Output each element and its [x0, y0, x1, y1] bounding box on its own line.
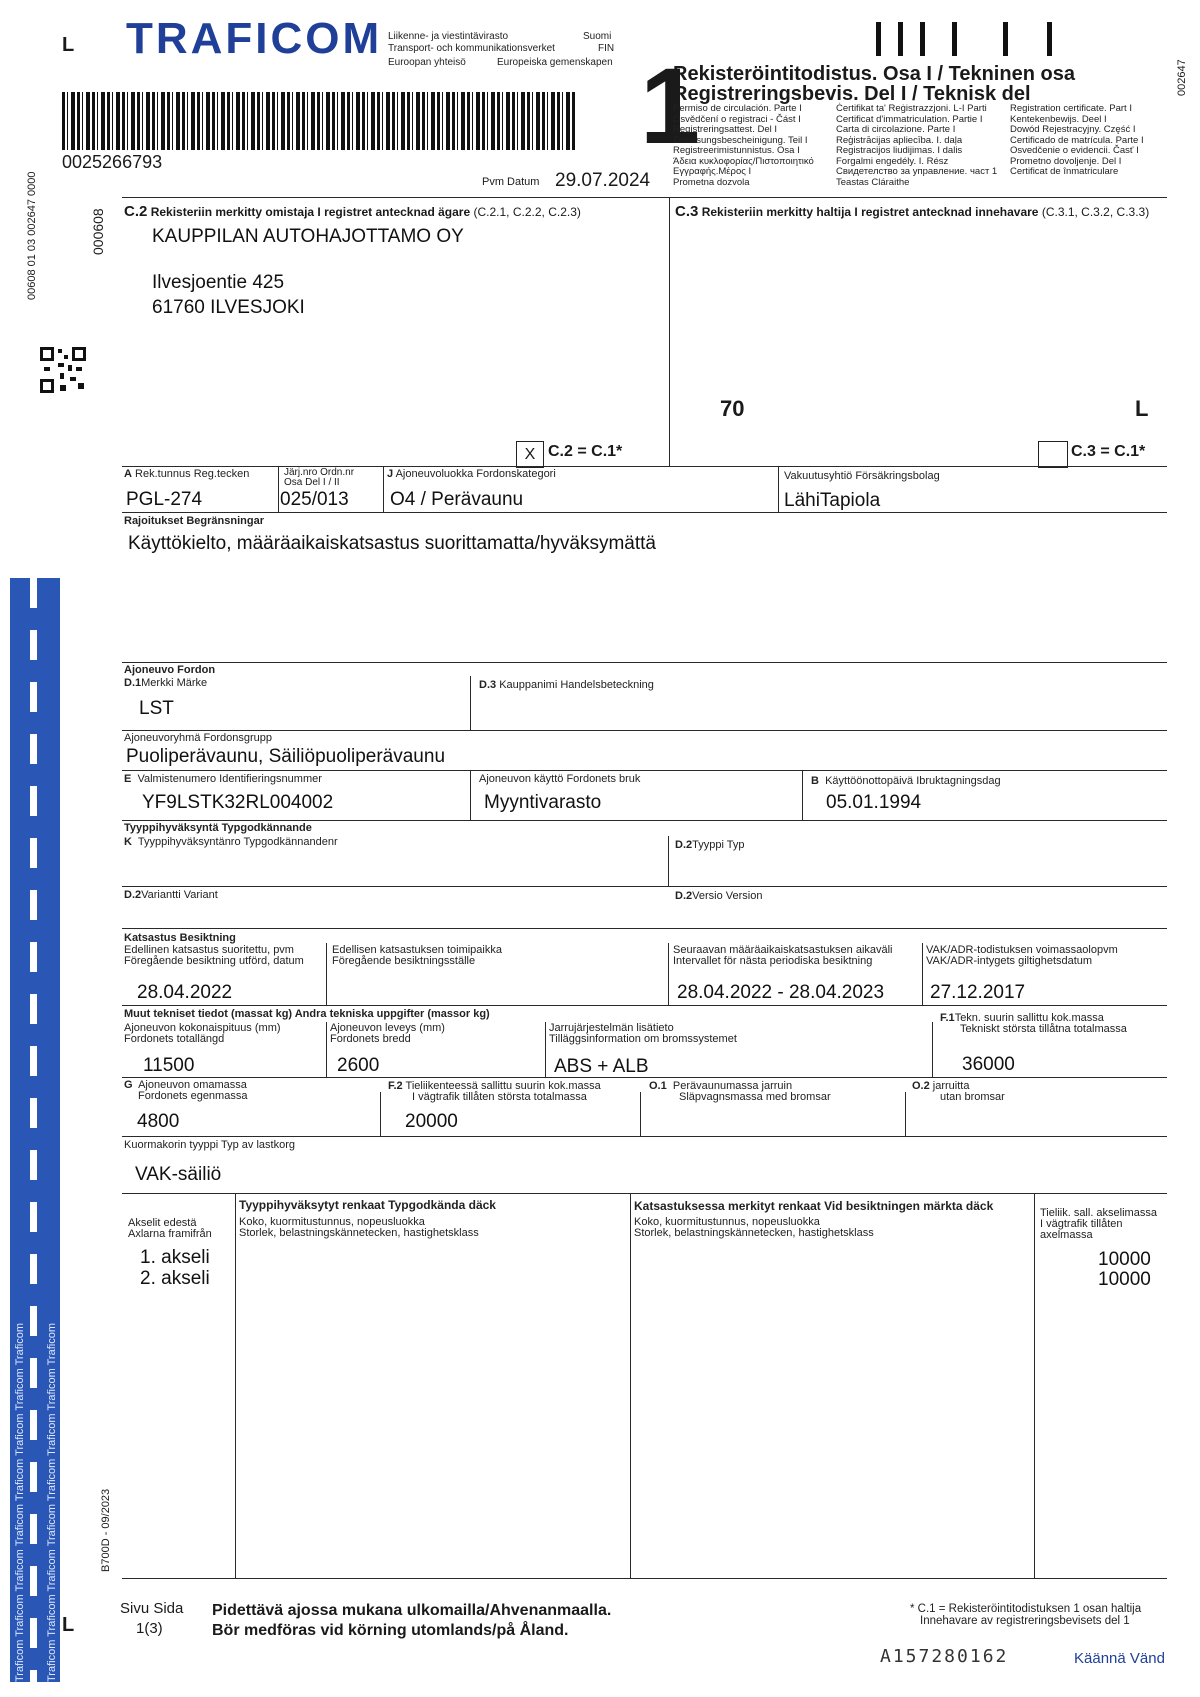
divider: [922, 943, 923, 1005]
tick-mark: [920, 22, 925, 56]
divider: [668, 943, 669, 1005]
left-vertical-code-2: 000608: [90, 208, 106, 255]
divider: [778, 466, 779, 512]
strip-text-1: Traficom Traficom Traficom Traficom Traficom Traficom Traficom Traficom: [14, 1323, 26, 1682]
translation: Osvedčenie o evidencii. Časť I: [1010, 145, 1139, 156]
turn-page-label: Käännä Vänd: [1074, 1650, 1165, 1667]
agency-country2: FIN: [598, 43, 615, 54]
strip-marks: [30, 578, 37, 1682]
d3-label: Kauppanimi Handelsbeteckning: [499, 679, 654, 691]
f1-label-1: Tekn. suurin sallittu kok.massa: [954, 1012, 1104, 1024]
agency-line3-left: Euroopan yhteisö: [388, 57, 466, 68]
divider: [668, 836, 669, 886]
c2-equals-c1-checkbox[interactable]: X: [516, 441, 544, 468]
owner-name: KAUPPILAN AUTOHAJOTTAMO OY: [152, 226, 464, 247]
vehicle-use-label: Ajoneuvon käyttö Fordonets bruk: [479, 773, 641, 785]
restrictions-value: Käyttökielto, määräaikaiskatsastus suorittamatta/hyväksymättä: [128, 533, 657, 554]
make-label: [124, 678, 207, 689]
divider: [122, 1077, 1167, 1078]
title-line2: Registreringsbevis. Del I / Teknisk del: [673, 83, 1031, 105]
tick-mark: [1003, 22, 1008, 56]
divider: [122, 820, 1167, 821]
divider: [326, 943, 327, 1005]
inspected-tyres-label-1: Koko, kuormitustunnus, nopeusluokka: [634, 1216, 820, 1228]
restrictions-label: Rajoitukset Begränsningar: [124, 515, 264, 527]
barcode: [62, 92, 577, 150]
unbraked-trailer-mass-label: [912, 1081, 1005, 1103]
category-label: [387, 469, 556, 480]
translation: Registreerimistunnistus. Osa I: [673, 145, 800, 156]
divider: [802, 770, 803, 820]
approved-tyres-label-2: Storlek, belastningskännetecken, hastighetsklass: [239, 1227, 479, 1239]
c3-code: C.3: [675, 203, 699, 220]
axle-mass-label-1: Tieliik. sall. akselimassa: [1040, 1207, 1157, 1219]
g-label-1: Ajoneuvon omamassa: [138, 1079, 247, 1091]
divider: [122, 1005, 1167, 1006]
braked-trailer-mass-label: [649, 1081, 831, 1103]
c2-label: Rekisteriin merkitty omistaja I registret antecknad ägare: [150, 205, 471, 219]
f1-code: F.1: [940, 1012, 955, 1024]
b-code: B: [811, 775, 819, 787]
vehicle-group-label: Ajoneuvoryhmä Fordonsgrupp: [124, 732, 272, 744]
registration-number: PGL-274: [126, 489, 203, 510]
owner-postal: 61760 ILVESJOKI: [152, 297, 305, 318]
inspection-place-label: [332, 945, 502, 967]
divider: [669, 197, 670, 451]
length-label-2: Fordonets totallängd: [124, 1033, 225, 1045]
c2-code: C.2: [124, 203, 148, 220]
d2-code: D.2: [675, 890, 693, 902]
serial-label-line2: Osa Del I / II: [284, 477, 340, 488]
divider: [122, 886, 1167, 887]
d2-code: D.2: [124, 889, 142, 901]
axle-mass-label-2: I vägtrafik tillåten: [1040, 1218, 1123, 1230]
brake-info-label-2: Tilläggsinformation om bromssystemet: [549, 1033, 737, 1045]
divider: [122, 770, 1167, 771]
g-code: G: [124, 1079, 133, 1091]
width-label: [330, 1023, 445, 1045]
translation: Forgalmi engedély. I. Rész: [836, 155, 949, 167]
vin-value: YF9LSTK32RL004002: [142, 792, 334, 813]
divider: [383, 466, 384, 512]
brake-info-value: ABS + ALB: [554, 1056, 649, 1077]
translation: Prometno dovoljenje. Del I: [1010, 155, 1122, 167]
body-type-label: Kuormakorin tyyppi Typ av lastkorg: [124, 1139, 295, 1151]
j-code: J: [387, 468, 394, 480]
divider: [905, 1092, 906, 1136]
divider: [630, 1193, 631, 1578]
first-use-value: 05.01.1994: [826, 792, 922, 813]
vehicle-category: O4 / Perävaunu: [390, 489, 524, 510]
o2-code: O.2: [912, 1080, 930, 1092]
divider: [122, 1193, 1167, 1194]
prev-inspection-label-2: Föregående besiktning utförd, datum: [124, 955, 304, 967]
qr-code-icon: [40, 347, 86, 393]
c3-equals-c1-checkbox[interactable]: [1038, 441, 1068, 468]
axle-mass-label: [1040, 1208, 1157, 1241]
axle-mass-label-3: axelmassa: [1040, 1229, 1093, 1241]
agency-country1: Suomi: [583, 31, 612, 42]
vak-label-1: VAK/ADR-todistuksen voimassaolopvm: [926, 944, 1118, 956]
vak-date: 27.12.2017: [930, 982, 1026, 1003]
next-inspection-interval: 28.04.2022 - 28.04.2023: [677, 982, 885, 1003]
k-code: K: [124, 836, 132, 848]
strip-text-2: Traficom Traficom Traficom Traficom Traficom Traficom Traficom Traficom: [46, 1323, 58, 1682]
translation: Registration certificate. Part I: [1010, 103, 1132, 114]
own-mass-label: [124, 1080, 247, 1102]
brake-info-label: [549, 1023, 737, 1045]
axles-label: [128, 1218, 212, 1240]
axles-label-2: Axlarna framifrån: [128, 1228, 212, 1240]
c3-header: [675, 203, 1149, 220]
serial-number: A157280162: [880, 1646, 1009, 1667]
trade-name-label: [479, 680, 654, 691]
j-label: Ajoneuvoluokka Fordonskategori: [395, 468, 556, 480]
document-part-number: 1: [640, 45, 701, 166]
translation: Zulassungsbescheinigung. Teil I: [673, 134, 808, 146]
inspection-place-label-1: Edellisen katsastuksen toimipaikka: [332, 944, 502, 956]
translation: Certificat de înmatriculare: [1010, 166, 1119, 177]
d1-code: D.1: [124, 677, 142, 689]
e-label: Valmistenumero Identifieringsnummer: [137, 773, 322, 785]
inspection-header: Katsastus Besiktning: [124, 932, 236, 944]
d2-type-label: Tyyppi Typ: [692, 839, 745, 851]
left-vertical-code: 00608 01 03 002647 0000: [26, 171, 38, 300]
translation: Certificado de matrícula. Parte I: [1010, 134, 1144, 146]
variant-label: [124, 890, 218, 901]
o2-label-2: utan bromsar: [940, 1091, 1005, 1103]
translation: Osvědčení o registraci - Část I: [673, 113, 801, 125]
body-type-value: VAK-säiliö: [135, 1164, 222, 1185]
translations-col2: [836, 104, 997, 188]
first-use-label: [811, 776, 1001, 787]
own-mass-value: 4800: [137, 1111, 180, 1132]
footnote-2: Innehavare av registreringsbevisets del 1: [920, 1615, 1130, 1627]
inspected-tyres-label-2: Storlek, belastningskännetecken, hastighetsklass: [634, 1227, 874, 1239]
a-code: A: [124, 468, 132, 480]
type-approval-header: Tyyppihyväksyntä Typgodkännande: [124, 822, 312, 834]
insurance-label: Vakuutusyhtiö Försäkringsbolag: [784, 470, 940, 482]
owner-street: Ilvesjoentie 425: [152, 272, 285, 293]
translation: Certificat d'immatriculation. Partie I: [836, 113, 983, 125]
vehicle-use-value: Myyntivarasto: [484, 792, 602, 813]
translation: Свидетелство за управление. част 1: [836, 166, 998, 177]
security-strip: [10, 578, 60, 1682]
approved-tyres-header: Tyyppihyväksytyt renkaat Typgodkända däck: [239, 1198, 496, 1212]
prev-inspection-label-1: Edellinen katsastus suoritettu, pvm: [124, 944, 294, 956]
axle-2: 2. akseli: [140, 1268, 210, 1289]
translation: Άδεια κυκλοφορίας/Πιστοποιητικό: [673, 155, 814, 167]
c3-equals-c1-label: C.3 = C.1*: [1071, 443, 1146, 460]
form-code: B700D - 09/2023: [100, 1488, 112, 1572]
axles-label-1: Akselit edestä: [128, 1217, 197, 1229]
corner-mark-top: L: [62, 34, 75, 56]
translations-col1: [673, 104, 814, 188]
divider: [122, 512, 1167, 513]
divider: [380, 1092, 381, 1136]
serial-value: 025/013: [280, 489, 349, 510]
version-label: [675, 891, 762, 902]
barcode-number: 0025266793: [62, 152, 163, 172]
next-inspection-label-2: Intervallet för nästa periodiska besiktning: [673, 955, 873, 967]
prev-inspection-date: 28.04.2022: [137, 982, 233, 1003]
g-label-2: Fordonets egenmassa: [138, 1090, 248, 1102]
notice-sv: Bör medföras vid körning utomlands/på Åland.: [212, 1622, 569, 1639]
divider: [122, 928, 1167, 929]
right-vertical-code: 002647: [1176, 59, 1188, 96]
date-value: 29.07.2024: [555, 170, 651, 191]
o1-label-1: Perävaunumassa jarruin: [672, 1080, 793, 1092]
width-label-1: Ajoneuvon leveys (mm): [330, 1022, 445, 1034]
a-label: Rek.tunnus Reg.tecken: [135, 468, 250, 480]
make-value: LST: [139, 698, 174, 719]
f2-label-1: Tieliikenteessä sallittu suurin kok.massa: [405, 1080, 601, 1092]
corner-mark-bottom: L: [62, 1614, 75, 1636]
type-approval-number-label: [124, 837, 338, 848]
date-label: Pvm Datum: [482, 176, 540, 188]
divider: [278, 466, 279, 512]
max-mass-label: [940, 1013, 1127, 1035]
vak-label: [926, 945, 1118, 967]
o1-label-2: Släpvagnsmassa med bromsar: [679, 1091, 831, 1103]
vak-label-2: VAK/ADR-intygets giltighetsdatum: [926, 955, 1093, 967]
divider: [1034, 1193, 1035, 1578]
divider: [470, 676, 471, 730]
notice-fi: Pidettävä ajossa mukana ulkomailla/Ahvenanmaalla.: [212, 1602, 612, 1619]
inspected-tyres-label: [634, 1217, 874, 1239]
translation: Dowód Rejestracyjny. Część I: [1010, 124, 1136, 135]
d3-code: D.3: [479, 679, 497, 691]
next-inspection-label: [673, 945, 893, 967]
translations-col3: [1010, 104, 1144, 178]
o1-code: O.1: [649, 1080, 667, 1092]
divider: [122, 1578, 1167, 1579]
divider: [932, 1022, 933, 1077]
insurance-company: LähiTapiola: [784, 490, 881, 511]
divider: [122, 730, 1167, 731]
divider: [122, 662, 1167, 663]
width-label-2: Fordonets bredd: [330, 1033, 411, 1045]
technical-header: Muut tekniset tiedot (massat kg) Andra tekniska uppgifter (massor kg): [124, 1008, 490, 1020]
divider: [235, 1193, 236, 1578]
translation: Registreringsattest. Del I: [673, 124, 778, 135]
d1-label: Merkki Märke: [141, 677, 208, 689]
d2-code: D.2: [675, 839, 693, 851]
tick-mark: [876, 22, 881, 56]
divider: [640, 1092, 641, 1136]
divider: [669, 441, 670, 466]
d2-version-label: Versio Version: [692, 890, 763, 902]
approved-tyres-label-1: Koko, kuormitustunnus, nopeusluokka: [239, 1216, 425, 1228]
divider: [470, 770, 471, 820]
max-mass-value: 36000: [962, 1054, 1015, 1075]
serial-label-line1: Järj.nro Ordn.nr: [284, 467, 355, 478]
f2-code: F.2: [388, 1080, 403, 1092]
page-label: Sivu Sida: [120, 1600, 184, 1617]
translation: Reģistrācijas apliecība. I. daļa: [836, 134, 963, 146]
next-inspection-label-1: Seuraavan määräaikaiskatsastuksen aikaväli: [673, 944, 893, 956]
vin-label: [124, 774, 322, 785]
serial-label: [284, 468, 354, 488]
translation: Prometna dozvola: [673, 176, 750, 188]
divider: [545, 1022, 546, 1077]
road-max-mass-label: [388, 1081, 601, 1103]
footnote-1: * C.1 = Rekisteröintitodistuksen 1 osan haltija: [910, 1603, 1142, 1615]
c2-header: [124, 203, 581, 220]
length-value: 11500: [143, 1055, 195, 1076]
e-code: E: [124, 773, 132, 785]
o2-label-1: jarruitta: [932, 1080, 970, 1092]
tick-mark: [1047, 22, 1052, 56]
vehicle-group-value: Puoliperävaunu, Säiliöpuoliperävaunu: [126, 746, 446, 767]
title-line1: Rekisteröintitodistus. Osa I / Tekninen osa: [673, 63, 1075, 85]
type-label: [675, 840, 745, 851]
prev-inspection-label: [124, 945, 304, 967]
agency-line3-right: Europeiska gemenskapen: [497, 57, 613, 68]
length-label-1: Ajoneuvon kokonaispituus (mm): [124, 1022, 281, 1034]
b-label: Käyttöönottopäivä Ibruktagningsdag: [825, 775, 1001, 787]
translation: Registracijos liudijimas. I dalis: [836, 145, 963, 156]
translation: Kentekenbewijs. Deel I: [1010, 113, 1107, 125]
c3-label: Rekisteriin merkitty haltija I registret antecknad innehavare: [701, 205, 1039, 219]
approved-tyres-label: [239, 1217, 479, 1239]
tick-mark: [952, 22, 957, 56]
d2-variant-label: Variantti Variant: [141, 889, 218, 901]
divider: [122, 1136, 1167, 1137]
translation: Ċertifikat ta' Reġistrazzjoni. L-I Parti: [836, 103, 987, 114]
corner-mark-right: L: [1135, 396, 1149, 421]
translation: Εγγραφής.Μέρος I: [673, 166, 752, 177]
c3-refs: (C.3.1, C.3.2, C.3.3): [1041, 205, 1150, 219]
length-label: [124, 1023, 281, 1045]
width-value: 2600: [337, 1055, 380, 1076]
vehicle-header: Ajoneuvo Fordon: [124, 664, 216, 676]
axle-1-mass: 10000: [1098, 1249, 1151, 1270]
f2-label-2: I vägtrafik tillåten största totalmassa: [412, 1091, 587, 1103]
tick-mark: [898, 22, 903, 56]
c2-equals-c1-label: C.2 = C.1*: [548, 443, 623, 460]
inspection-place-label-2: Föregående besiktningsställe: [332, 955, 476, 967]
reg-label: [124, 469, 249, 480]
inspected-tyres-header: Katsastuksessa merkityt renkaat Vid besiktningen märkta däck: [634, 1199, 994, 1213]
agency-line2: Transport- och kommunikationsverket: [388, 43, 555, 54]
k-label: Tyyppihyväksyntänro Typgodkännandenr: [137, 836, 338, 848]
brake-info-label-1: Jarrujärjestelmän lisätieto: [549, 1022, 674, 1034]
code-70: 70: [720, 396, 745, 421]
page-number: 1(3): [136, 1620, 163, 1637]
traficom-logo: TRAFICOM: [126, 14, 383, 63]
axle-2-mass: 10000: [1098, 1269, 1151, 1290]
translation: Carta di circolazione. Parte I: [836, 124, 956, 135]
axle-1: 1. akseli: [140, 1247, 210, 1268]
agency-line1: Liikenne- ja viestintävirasto: [388, 31, 509, 42]
c2-refs: (C.2.1, C.2.2, C.2.3): [473, 205, 581, 219]
f1-label-2: Tekniskt största tillåtna totalmassa: [960, 1023, 1127, 1035]
translation: Permiso de circulación. Parte I: [673, 103, 802, 114]
translation: Teastas Cláraithe: [836, 176, 910, 188]
road-max-mass-value: 20000: [405, 1111, 458, 1132]
divider: [326, 1022, 327, 1077]
divider: [122, 197, 1167, 198]
